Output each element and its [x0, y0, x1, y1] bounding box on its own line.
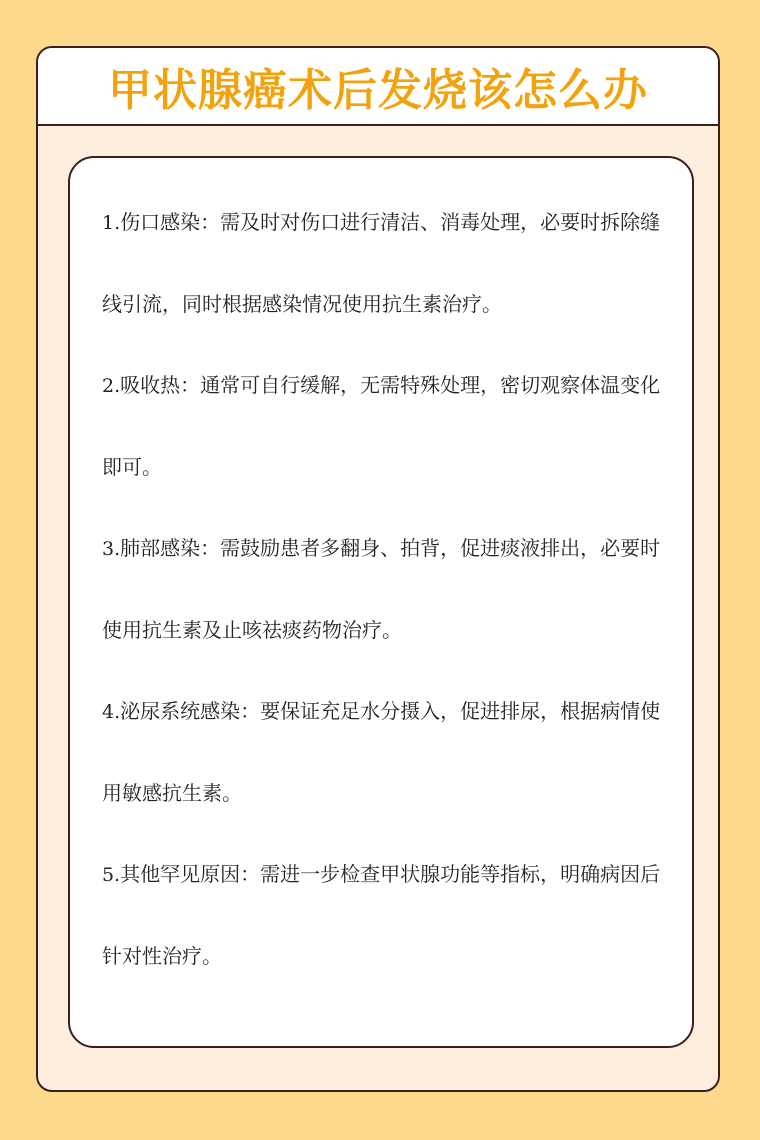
list-item-2 — [102, 345, 662, 508]
list-item-1 — [102, 182, 662, 345]
list-item-4 — [102, 671, 662, 834]
item-number: 3. — [102, 538, 121, 560]
page-title: 甲状腺癌术后发烧该怎么办 — [108, 65, 648, 116]
item-number: 5. — [102, 864, 121, 886]
list-item-5 — [102, 834, 662, 997]
item-text: 泌尿系统感染：要保证充足水分摄入，促进排尿，根据病情使用敏感抗生素。 — [102, 699, 661, 805]
list-item-3 — [102, 508, 662, 671]
item-text: 伤口感染：需及时对伤口进行清洁、消毒处理，必要时拆除缝线引流，同时根据感染情况使用抗生素治疗。 — [102, 210, 661, 316]
content-panel — [68, 156, 694, 1048]
item-number: 1. — [102, 212, 121, 234]
title-banner — [38, 48, 718, 126]
article-card — [36, 46, 720, 1092]
item-number: 2. — [102, 375, 121, 397]
item-text: 其他罕见原因：需进一步检查甲状腺功能等指标，明确病因后针对性治疗。 — [102, 862, 661, 968]
item-text: 吸收热：通常可自行缓解，无需特殊处理，密切观察体温变化即可。 — [102, 373, 661, 479]
item-number: 4. — [102, 701, 121, 723]
item-text: 肺部感染：需鼓励患者多翻身、拍背，促进痰液排出，必要时使用抗生素及止咳祛痰药物治疗。 — [102, 536, 661, 642]
